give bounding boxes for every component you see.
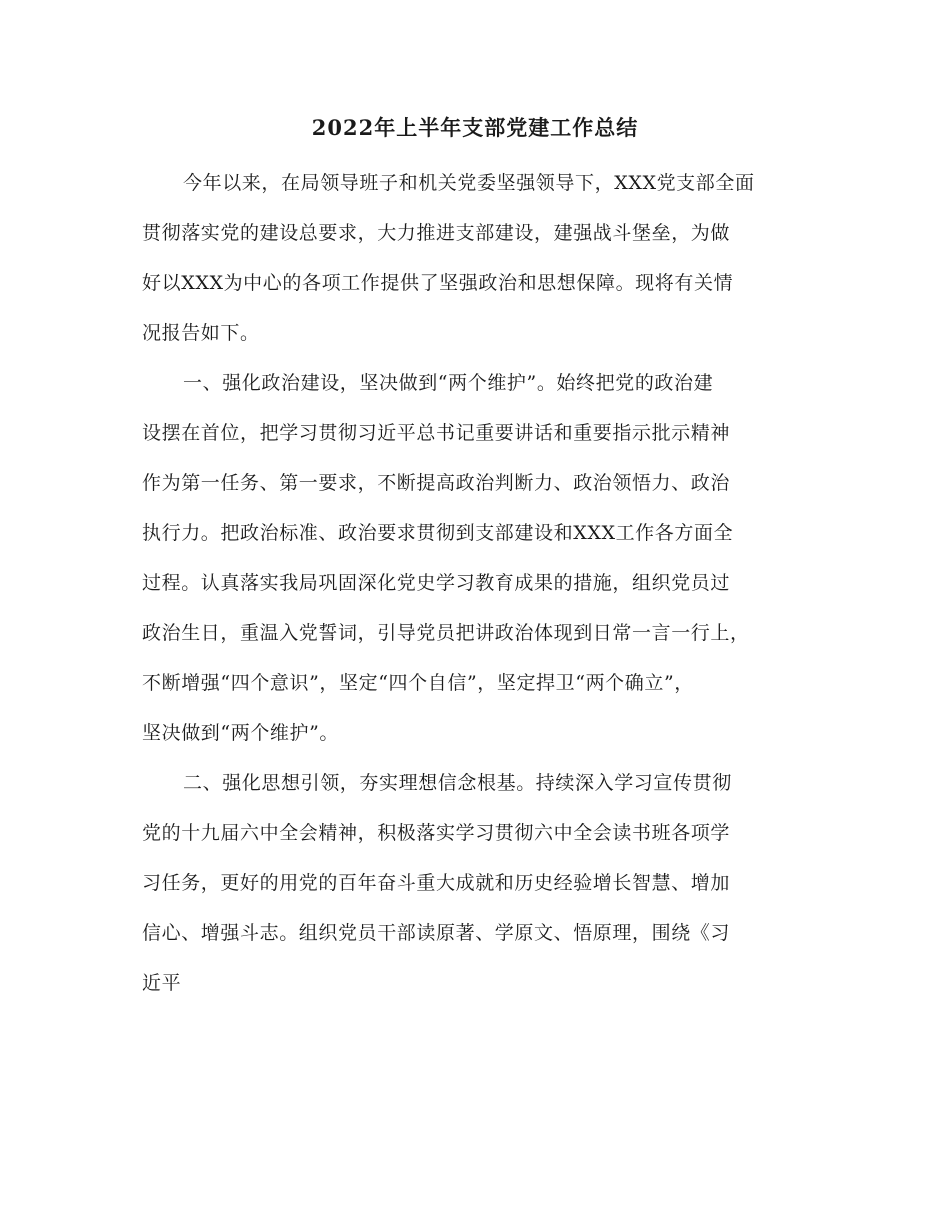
document-title: 2022年上半年支部党建工作总结	[311, 115, 639, 140]
paragraph-2-line-7: 不断增强“四个意识”，坚定“四个自信”，坚定捍卫“两个确立”，	[142, 672, 694, 694]
paragraph-3-line-3: 习任务，更好的用党的百年奋斗重大成就和历史经验增长智慧、增加	[142, 872, 731, 894]
paragraph-1-line-4: 况报告如下。	[142, 322, 260, 344]
paragraph-3-line-1: 二、强化思想引领，夯实理想信念根基。持续深入学习宣传贯彻	[183, 772, 732, 794]
paragraph-2-line-3: 作为第一任务、第一要求，不断提高政治判断力、政治领悟力、政治	[142, 472, 731, 494]
paragraph-2-line-4: 执行力。把政治标准、政治要求贯彻到支部建设和XXX工作各方面全	[142, 522, 734, 544]
paragraph-3-line-5: 近平	[142, 972, 182, 994]
paragraph-2-line-6: 政治生日，重温入党誓词，引导党员把讲政治体现到日常一言一行上，	[142, 622, 750, 644]
paragraph-3-line-2: 党的十九届六中全会精神，积极落实学习贯彻六中全会读书班各项学	[142, 822, 731, 844]
paragraph-1-line-2: 贯彻落实党的建设总要求，大力推进支部建设，建强战斗堡垒，为做	[142, 222, 731, 244]
paragraph-1-line-3: 好以XXX为中心的各项工作提供了坚强政治和思想保障。现将有关情	[142, 272, 734, 294]
paragraph-2-line-5: 过程。认真落实我局巩固深化党史学习教育成果的措施，组织党员过	[142, 572, 731, 594]
paragraph-1-line-1: 今年以来，在局领导班子和机关党委坚强领导下，XXX党支部全面	[183, 172, 755, 194]
paragraph-2-line-8: 坚决做到“两个维护”。	[142, 722, 340, 744]
paragraph-2-line-2: 设摆在首位，把学习贯彻习近平总书记重要讲话和重要指示批示精神	[142, 422, 731, 444]
paragraph-3-line-4: 信心、增强斗志。组织党员干部读原著、学原文、悟原理，围绕《习	[142, 922, 731, 944]
paragraph-2-line-1: 一、强化政治建设，坚决做到“两个维护”。始终把党的政治建	[183, 372, 714, 394]
